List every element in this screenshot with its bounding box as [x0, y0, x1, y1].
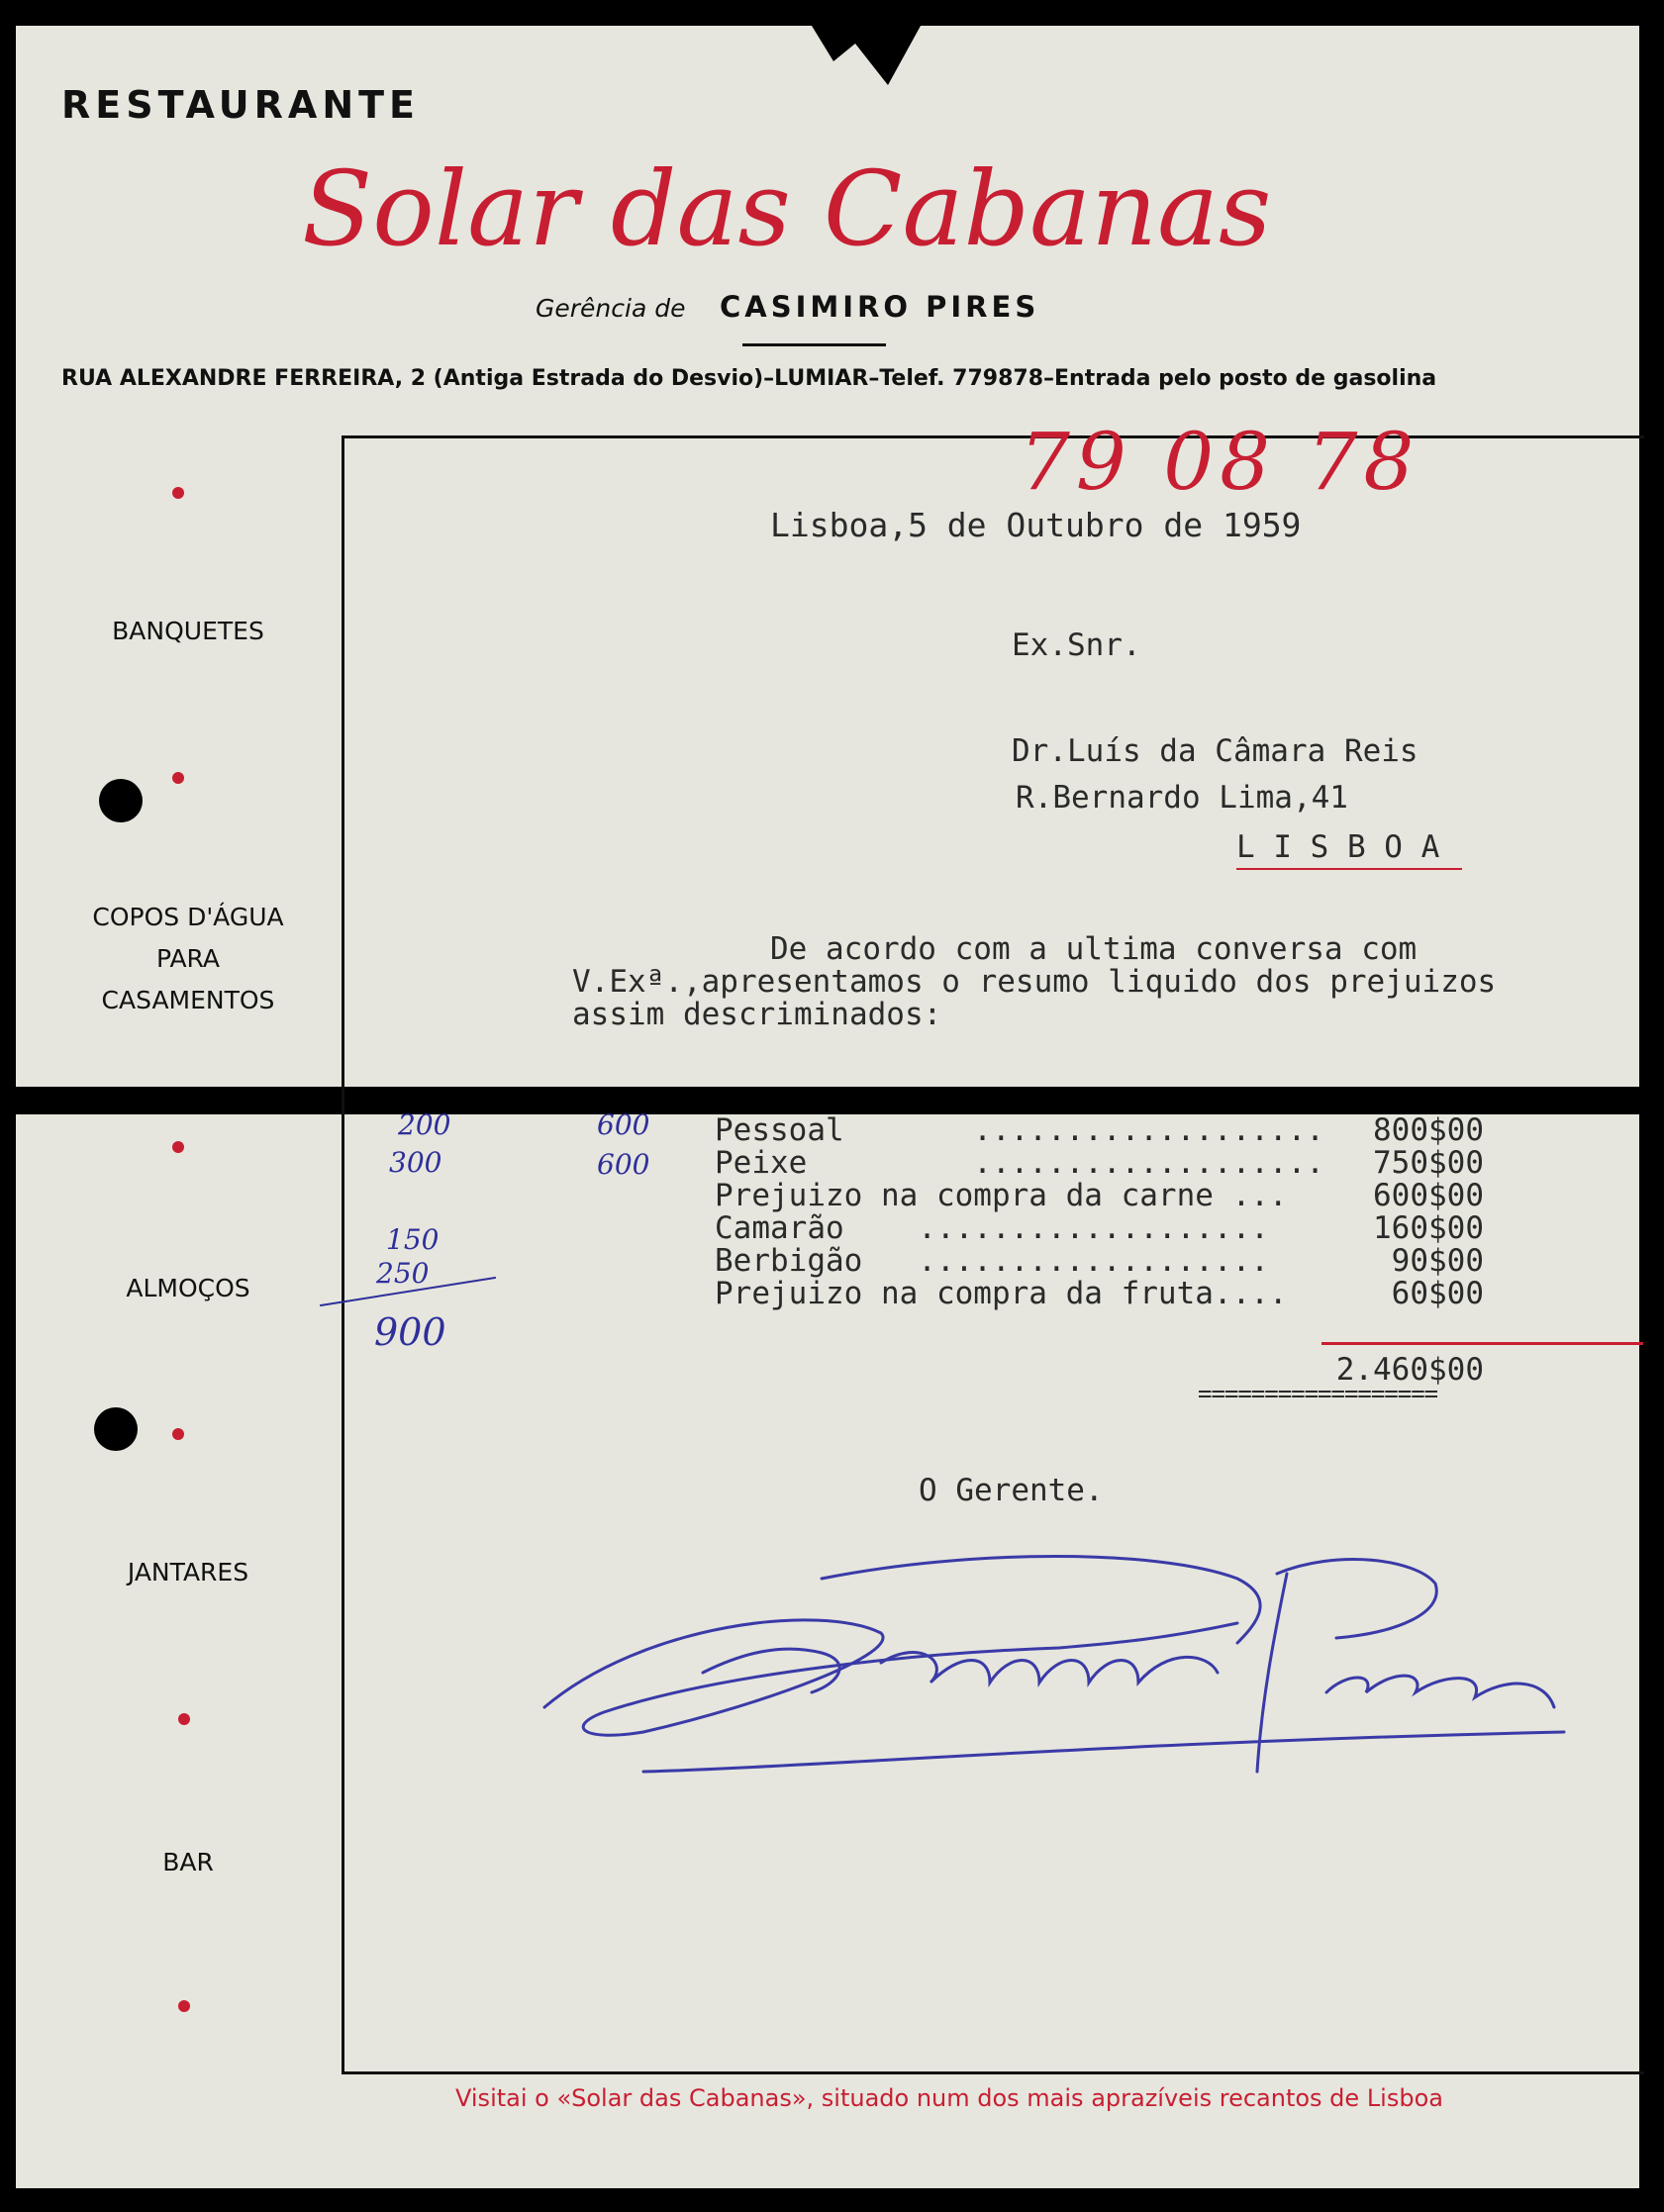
red-bullet-dot	[178, 2000, 190, 2012]
red-bullet-dot	[172, 1141, 184, 1153]
annotation-number: 600	[597, 1148, 650, 1181]
item-label: Camarão ...................	[715, 1210, 1269, 1246]
total-rule-red	[1321, 1342, 1643, 1345]
service-bar: BAR	[162, 1848, 214, 1876]
letterhead-restaurante: RESTAURANTE	[61, 83, 421, 127]
annotation-sum: 900	[374, 1310, 446, 1354]
total-double-rule: ==================	[1198, 1380, 1438, 1407]
handwritten-reference-number: 79 08 78	[1020, 416, 1420, 508]
manager-name: CASIMIRO PIRES	[720, 290, 1040, 324]
service-copos-dagua: COPOS D'ÁGUA PARA CASAMENTOS	[92, 903, 284, 1014]
item-label: Prejuizo na compra da carne ...	[715, 1178, 1288, 1213]
body-line-3: assim descriminados:	[572, 997, 942, 1032]
recipient-city: L I S B O A	[1236, 829, 1440, 865]
item-label: Peixe ...................	[715, 1145, 1324, 1181]
red-bullet-dot	[172, 487, 184, 499]
annotation-number: 150	[386, 1223, 440, 1256]
item-amount: 60$00	[1391, 1276, 1484, 1311]
annotation-number: 250	[376, 1257, 430, 1290]
manager-signature	[525, 1544, 1584, 1781]
annotation-number: 600	[597, 1108, 650, 1141]
punch-hole	[99, 779, 143, 822]
service-banquetes: BANQUETES	[112, 617, 264, 645]
item-label: Pessoal ...................	[715, 1112, 1324, 1148]
item-amount: 800$00	[1373, 1112, 1484, 1148]
red-bullet-dot	[172, 1428, 184, 1440]
item-amount: 160$00	[1373, 1210, 1484, 1246]
item-amount: 90$00	[1391, 1243, 1484, 1279]
letterhead-divider	[742, 343, 886, 346]
body-line-1: De acordo com a ultima conversa com	[770, 931, 1418, 967]
item-amount: 750$00	[1373, 1145, 1484, 1181]
item-label: Prejuizo na compra da fruta....	[715, 1276, 1288, 1311]
city-underline	[1236, 868, 1462, 870]
service-almocos: ALMOÇOS	[126, 1274, 250, 1302]
recipient-street: R.Bernardo Lima,41	[1016, 780, 1348, 816]
item-amount: 600$00	[1373, 1178, 1484, 1213]
restaurant-name: Solar das Cabanas	[302, 148, 1272, 269]
closing: O Gerente.	[919, 1473, 1104, 1508]
body-line-2: V.Exª.,apresentamos o resumo liquido dos prejuizos	[572, 964, 1497, 1000]
letterhead-address: RUA ALEXANDRE FERREIRA, 2 (Antiga Estrada do Desvio)–LUMIAR–Telef. 779878–Entrada pelo posto de gasolina	[61, 366, 1437, 391]
red-bullet-dot	[178, 1713, 190, 1725]
gerencia-label: Gerência de	[536, 294, 686, 323]
total-amount: 2.460$00	[1335, 1352, 1484, 1388]
annotation-number: 200	[398, 1108, 451, 1141]
annotation-number: 300	[389, 1146, 442, 1179]
recipient-name: Dr.Luís da Câmara Reis	[1012, 733, 1419, 769]
punch-hole	[94, 1407, 138, 1451]
footer-slogan: Visitai o «Solar das Cabanas», situado num dos mais aprazíveis recantos de Lisboa	[455, 2084, 1443, 2112]
letter-date: Lisboa,5 de Outubro de 1959	[770, 506, 1302, 544]
red-bullet-dot	[172, 772, 184, 784]
salutation: Ex.Snr.	[1012, 627, 1141, 663]
item-label: Berbigão ...................	[715, 1243, 1269, 1279]
service-jantares: JANTARES	[127, 1558, 249, 1587]
